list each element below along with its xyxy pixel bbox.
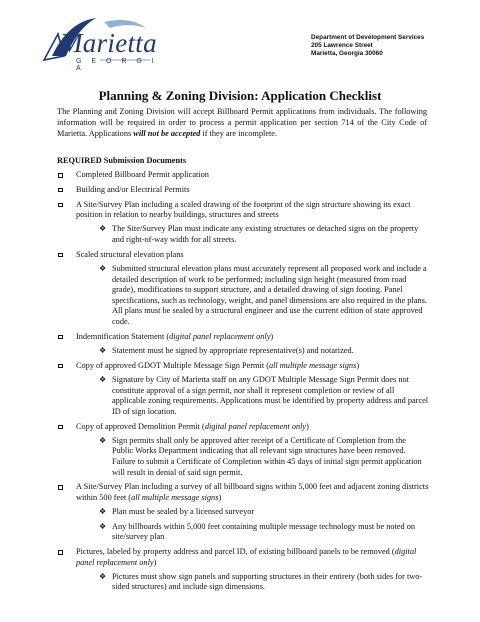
diamond-bullet-icon: ❖ — [99, 346, 107, 355]
checklist-subitem — [76, 264, 429, 328]
checklist-item-note: all multiple message signs — [131, 493, 219, 503]
checkbox-icon — [58, 335, 63, 340]
intro-text-end: if they are incomplete. — [200, 129, 278, 139]
checkbox-icon — [58, 425, 63, 430]
checklist-item-text: Completed Billboard Permit application — [76, 170, 209, 179]
checklist-item — [57, 332, 429, 357]
diamond-bullet-icon: ❖ — [99, 507, 107, 517]
logo-wordmark: Marietta — [60, 28, 157, 58]
checklist-item-note: all multiple message signs — [268, 360, 357, 370]
checklist-item — [57, 200, 429, 246]
checklist-subitem-text: Pictures must show sign panels and supporting structures in their entirety (both sides for two-sided structures) and include sign dimensions. — [112, 571, 423, 592]
diamond-bullet-icon: ❖ — [99, 435, 107, 445]
diamond-bullet-icon: ❖ — [99, 521, 107, 531]
checklist-item-tail: ) — [218, 493, 222, 503]
required-heading: REQUIRED Submission Documents — [57, 156, 187, 165]
checklist-item-tail: ) — [270, 331, 274, 341]
checkbox-icon — [58, 188, 63, 193]
checklist-item-text: A Site/Survey Plan including a scaled drawing of the footprint of the sign structure showing its exact position in relation to nearby buildings, structures and streets — [76, 199, 411, 220]
checklist-subitem — [76, 224, 429, 245]
checklist-subitem-text: Sign permits shall only be approved after receipt of a Certificate of Completion from the Public Works Department indicating that all relevant sign structures have been removed. Failure to submit a Certificate of Completion within 45 days of initial sign permit application will result in denial of said sign permit. — [112, 435, 422, 477]
logo-subtitle: G E O R G I A — [76, 58, 158, 72]
checklist-item — [57, 422, 429, 478]
checklist-item — [57, 547, 429, 593]
checklist-item-text: Copy of approved GDOT Multiple Message Sign Permit ( — [76, 360, 269, 370]
checklist-item-note: digital panel replacement only — [204, 421, 307, 431]
checklist-item-text: A Site/Survey Plan including a survey of all billboard signs within 5,000 feet and adjacent zoning districts within 500 feet ( — [76, 482, 429, 503]
diamond-bullet-icon: ❖ — [99, 264, 107, 274]
checklist-item-tail: ) — [153, 557, 157, 567]
checklist-item-tail: ) — [356, 360, 360, 370]
checklist-subitem-text: Statement must be signed by appropriate representative(s) and notarized. — [112, 346, 354, 355]
checklist-item — [57, 361, 429, 417]
checklist-subitem — [76, 346, 429, 357]
checklist-subitem-text: Any billboards within 5,000 feet containing multiple message technology must be noted on site/survey plan — [112, 521, 416, 542]
diamond-bullet-icon: ❖ — [99, 224, 107, 234]
checkbox-icon — [58, 550, 63, 555]
checklist-subitem — [76, 522, 429, 543]
checkbox-icon — [58, 364, 63, 369]
checkbox-icon — [58, 485, 63, 490]
checklist-item-tail: ) — [306, 421, 309, 431]
checklist-subitem-text: Submitted structural elevation plans must accurately represent all proposed work and include a detailed description of work to be performed; including sign height (measured from road grade), modifications to support structure, and a detailed drawing of sign footing. Panel specifications, such as technology, weight, and panel dimensions are also required in the plans. All plans must be sealed by a structural engineer and use the current edition of state approved code. — [112, 264, 427, 327]
dept-line: Department of Development Services — [311, 34, 425, 41]
checklist-item-text: Building and/or Electrical Permits — [76, 184, 190, 194]
intro-paragraph — [57, 106, 427, 140]
checkbox-icon — [58, 173, 63, 178]
checklist-subitem-text: Plan must be sealed by a licensed surveyor — [112, 507, 255, 517]
checklist-item-text: Pictures, labeled by property address and parcel ID, of existing billboard panels to be removed ( — [76, 547, 395, 557]
department-address — [311, 34, 424, 57]
checklist-item — [57, 250, 429, 328]
intro-emphasis: will not be accepted — [133, 129, 201, 139]
checklist — [57, 170, 429, 597]
dept-line: 205 Lawrence Street — [311, 41, 373, 49]
dept-line: Marietta, Georgia 30060 — [311, 49, 383, 57]
diamond-bullet-icon: ❖ — [99, 374, 107, 384]
checklist-subitem — [76, 436, 429, 478]
checklist-item-text: Scaled structural elevation plans — [76, 249, 184, 259]
checkbox-icon — [58, 253, 63, 258]
checklist-item-note: digital panel replacement only — [76, 547, 417, 567]
checklist-item-note: digital panel replacement only — [169, 331, 271, 341]
checklist-item — [57, 170, 429, 181]
checklist-item-text: Indemnification Statement ( — [76, 331, 170, 341]
page-title: Planning & Zoning Division: Application Checklist — [98, 88, 382, 103]
checklist-subitem — [76, 375, 429, 417]
checklist-subitem-text: The Site/Survey Plan must indicate any existing structures or detached signs on the property and right-of-way width for all streets. — [112, 224, 419, 245]
checklist-subitem — [76, 507, 429, 518]
marietta-logo — [38, 16, 158, 70]
diamond-bullet-icon: ❖ — [99, 571, 107, 581]
checklist-item — [57, 185, 429, 196]
checklist-subitem-text: Signature by City of Marietta staff on any GDOT Multiple Message Sign Permit does not constitute approval of a sign permit, nor shall it represent completion or review of all applicable zoning requirements. Applications must be identified by property address and parcel ID of sign location. — [112, 374, 429, 416]
checklist-item — [57, 482, 429, 542]
checkbox-icon — [58, 203, 63, 208]
intro-text: The Planning and Zoning Division will accept Billboard Permit applications from individuals. The following information will be required in order to process a permit application per section 714 of the City Code of Marietta. Applications — [57, 107, 427, 139]
checklist-item-text: Copy of approved Demolition Permit ( — [76, 421, 205, 431]
checklist-subitem — [76, 572, 429, 593]
